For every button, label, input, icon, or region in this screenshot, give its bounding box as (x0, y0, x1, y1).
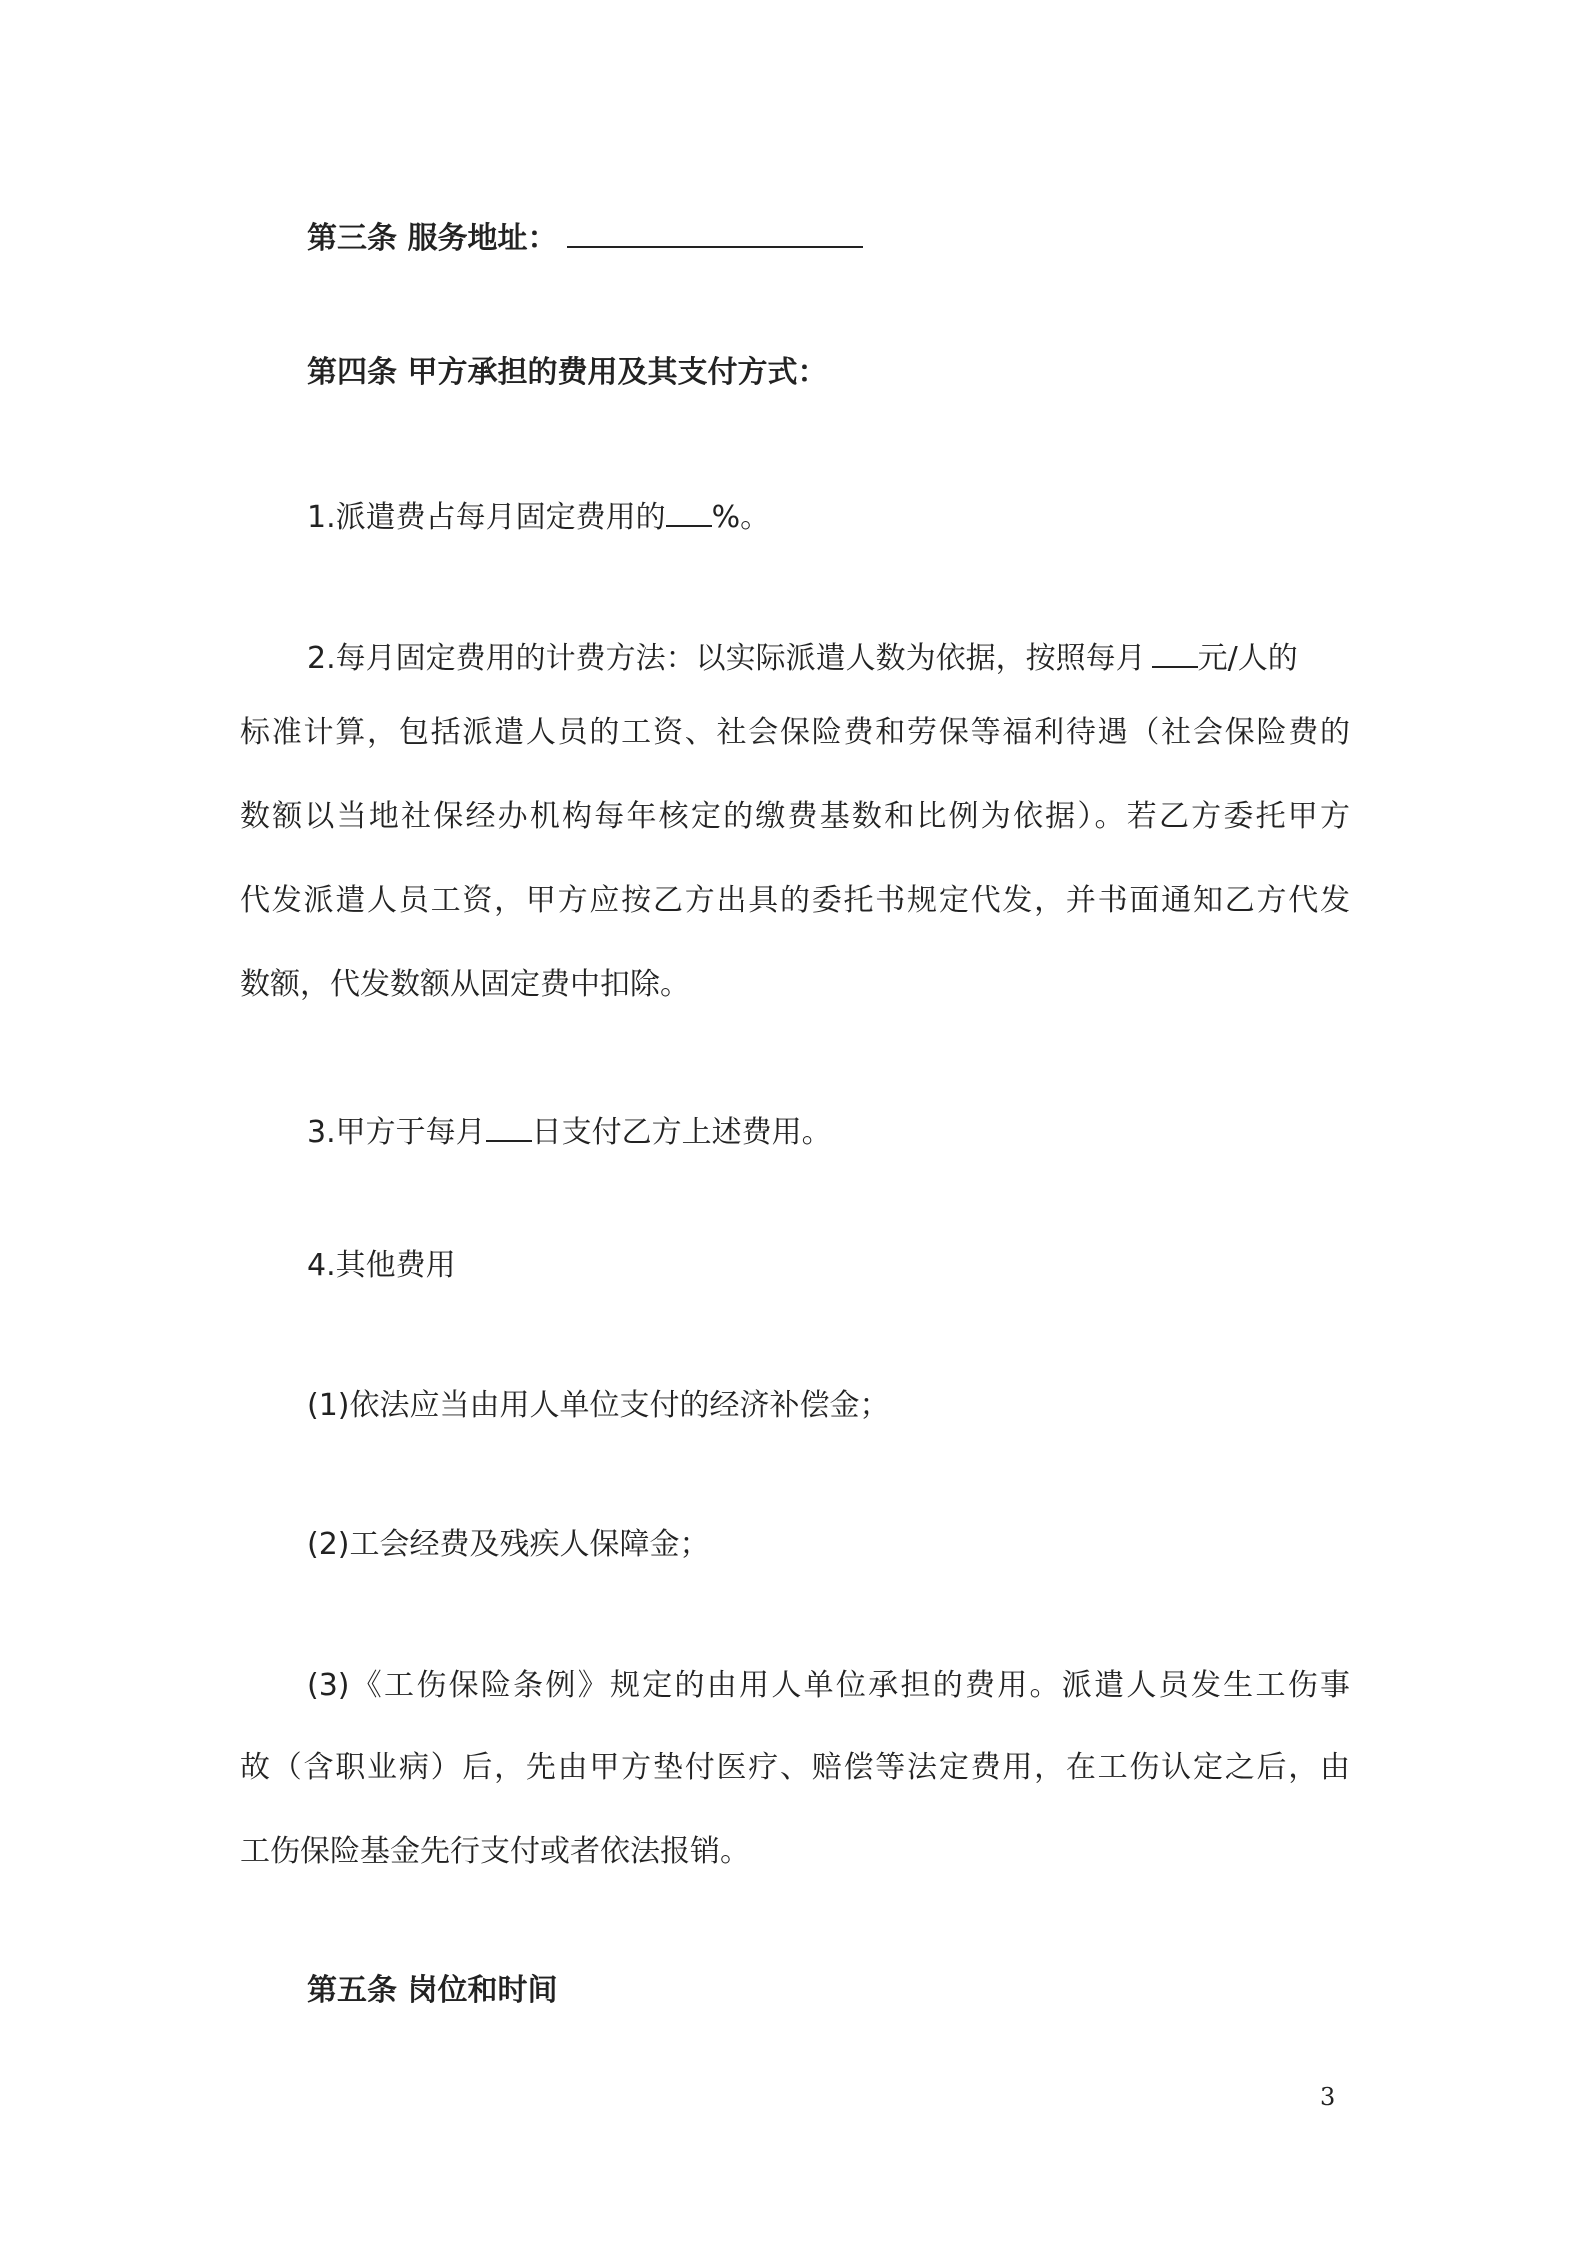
percent-blank (666, 491, 712, 527)
item1-text-after: %。 (711, 500, 771, 535)
article4-item4-sub1: (1)依法应当由用人单位支付的经济补偿金； (307, 1388, 890, 1423)
item2-line1-before: 2.每月固定费用的计费方法：以实际派遣人数为依据，按照每月 (307, 641, 1146, 676)
article4-item4-sub3-line2: 故（含职业病）后，先由甲方垫付医疗、赔偿等法定费用，在工伤认定之后，由 (240, 1750, 1350, 1785)
page-number: 3 (1320, 2083, 1336, 2111)
item3-text-after: 日支付乙方上述费用。 (531, 1115, 832, 1150)
article4-item2-line4: 代发派遣人员工资，甲方应按乙方出具的委托书规定代发，并书面通知乙方代发 (240, 883, 1350, 918)
article3-label: 第三条 服务地址： (307, 221, 558, 256)
payment-day-blank (486, 1106, 532, 1142)
article4-item1 (307, 491, 1417, 539)
address-blank (567, 212, 863, 248)
article4-item4-title: 4.其他费用 (307, 1248, 456, 1283)
item1-text-before: 1.派遣费占每月固定费用的 (307, 500, 666, 535)
article5-heading: 第五条 岗位和时间 (307, 1973, 558, 2008)
article4-item2-line2: 标准计算，包括派遣人员的工资、社会保险费和劳保等福利待遇（社会保险费的 (240, 715, 1350, 750)
item2-line1-after: 元/人的 (1197, 641, 1298, 676)
article3-line (307, 212, 1417, 260)
article4-item4-sub2: (2)工会经费及残疾人保障金； (307, 1527, 710, 1562)
article4-item3 (307, 1106, 1417, 1154)
item3-text-before: 3.甲方于每月 (307, 1115, 486, 1150)
article4-item2-line5: 数额，代发数额从固定费中扣除。 (240, 967, 690, 1002)
article4-item2-line3: 数额以当地社保经办机构每年核定的缴费基数和比例为依据）。若乙方委托甲方 (240, 799, 1350, 834)
article4-item2-line1 (307, 632, 1350, 680)
fee-per-person-blank (1152, 632, 1198, 668)
article4-heading: 第四条 甲方承担的费用及其支付方式： (307, 355, 828, 390)
article4-item4-sub3-line3: 工伤保险基金先行支付或者依法报销。 (240, 1834, 750, 1869)
article4-item4-sub3-line1: (3)《工伤保险条例》规定的由用人单位承担的费用。派遣人员发生工伤事 (307, 1668, 1350, 1703)
